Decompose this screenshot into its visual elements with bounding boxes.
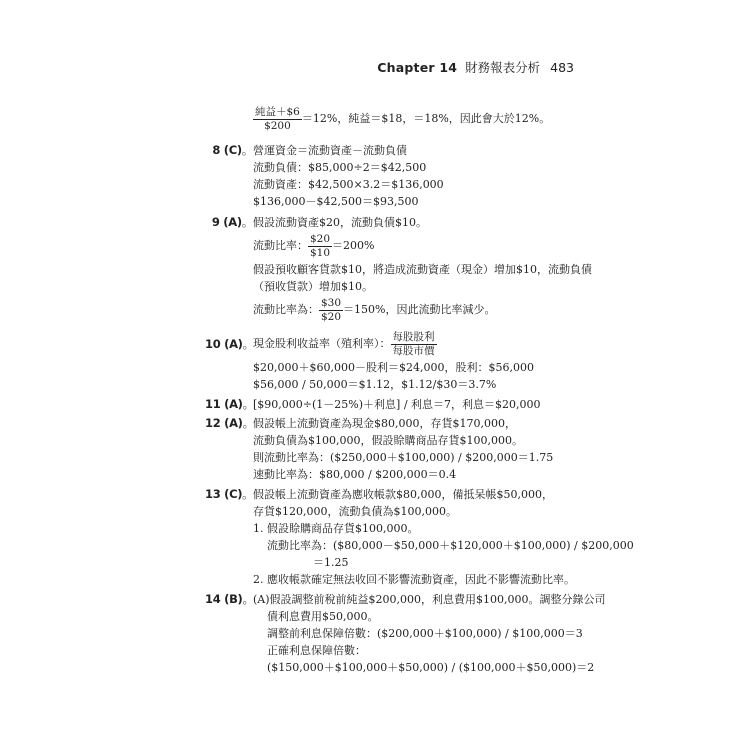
answer-number: 11 (A)。 bbox=[205, 397, 254, 411]
answer-number: 10 (A)。 bbox=[205, 337, 254, 351]
chapter-label: Chapter 14 bbox=[377, 60, 458, 75]
page-number: 483 bbox=[550, 60, 574, 75]
answer-number: 14 (B)。 bbox=[205, 592, 254, 606]
intro-fraction: $\frac{\text{純益＋\$6}}{\$200}$ bbox=[255, 105, 300, 132]
page-header bbox=[377, 58, 574, 76]
answer-8: 8 (C)。營運資金＝流動資產－流動負債 流動負債：$85,000÷2＝$42,500 流動資產：$42,500×3.2＝$136,000 $136,000－$42,500＝$93,500 bbox=[205, 142, 605, 210]
yield-fraction: $\frac{\text{每股股利}}{\text{每股市價}}$ bbox=[392, 330, 435, 357]
answer-number: 8 (C)。 bbox=[212, 143, 253, 157]
ratio-fraction: $\frac{\$20}{\$10}$ bbox=[310, 232, 331, 259]
ratio-fraction: $\frac{\$30}{\$20}$ bbox=[321, 296, 342, 323]
answer-14: 14 (B)。(A)假設調整前稅前純益$200,000，利息費用$100,000。調整分錄公司 債利息費用$50,000。 調整前利息保障倍數：($200,000＋$100,000) / $100,000＝3 正確利息保障倍數： ($150,000＋$100,000＋$50,000) / ($100,000＋$50,000)＝2 bbox=[205, 592, 606, 674]
answer-12: 12 (A)。假設帳上流動資產為現金$80,000，存貨$170,000， 流動負債為$100,000，假設賒購商品存貨$100,000。 則流動比率為：($250,000＋$100,000) / $200,000＝1.75 速動比率為：$80,000 / $200,000＝0.4 bbox=[205, 416, 554, 481]
answer-11: 11 (A)。[$90,000÷(1－25%)＋利息] / 利息＝7，利息＝$20,000 bbox=[205, 397, 541, 411]
answer-number: 13 (C)。 bbox=[205, 487, 254, 501]
answer-9: 9 (A)。假設流動資產$20，流動負債$10。 流動比率： $\frac{\$20}{\$10}$ ＝200% 假設預收顧客貨款$10，將造成流動資產（現金）增加$10，流動負債 （預收貨款）增加$10。 流動比率為： $\frac{\$30}{\$20}$ ＝150%，因此流動比率減少。 bbox=[205, 214, 605, 325]
answer-explanations bbox=[205, 104, 634, 676]
chapter-title: 財務報表分析 bbox=[465, 60, 541, 75]
answer-number: 12 (A)。 bbox=[205, 416, 254, 430]
intro-line: $\frac{\text{純益＋\$6}}{\$200}$ ＝12%，純益＝$18，＝18%，因此會大於12%。 bbox=[255, 105, 551, 132]
answer-13: 13 (C)。假設帳上流動資產為應收帳款$80,000，備抵呆帳$50,000， 存貨$120,000，流動負債為$100,000。 1. 假設賒購商品存貨$100,000。 流動比率為：($80,000－$50,000＋$120,000＋$100,000) / $200,000 ＝1.25 2. 應收帳款確定無法收回不影響流動資產，因此不影響流動比率。 bbox=[205, 487, 634, 586]
answer-10: 10 (A)。現金股利收益率（殖利率）： $\frac{\text{每股股利}}{\text{每股市價}}$ $20,000＋$60,000－股利＝$24,000，股利：$56,000 $56,000 / 50,000＝$1.12，$1.12/$30＝3.7% bbox=[205, 330, 534, 391]
answer-number: 9 (A)。 bbox=[211, 215, 253, 229]
